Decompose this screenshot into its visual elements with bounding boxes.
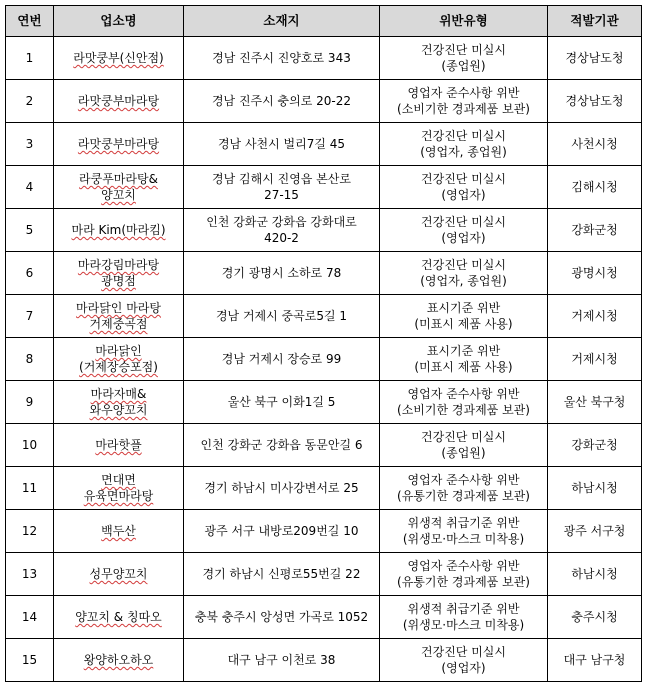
table-body <box>6 37 642 682</box>
cell-name-line: 라쿵푸마라탕& <box>79 172 158 186</box>
table-row <box>6 424 642 467</box>
cell-agency: 울산 북구청 <box>548 381 642 424</box>
cell-violation <box>380 166 548 209</box>
cell-address-line: 420-2 <box>264 231 299 245</box>
cell-violation <box>380 553 548 596</box>
header-num: 연번 <box>6 6 54 37</box>
cell-violation-line: 건강진단 미실시 <box>421 430 506 444</box>
cell-name <box>54 166 184 209</box>
cell-name-line: 양꼬치 <box>101 188 136 202</box>
cell-address <box>184 166 380 209</box>
cell-num: 5 <box>6 209 54 252</box>
cell-num: 14 <box>6 596 54 639</box>
cell-name <box>54 510 184 553</box>
cell-address-line: 광주 서구 내방로209번길 10 <box>204 524 359 538</box>
cell-name <box>54 424 184 467</box>
cell-violation <box>380 596 548 639</box>
cell-violation-line: (위생모·마스크 미착용) <box>402 532 525 546</box>
cell-address <box>184 381 380 424</box>
cell-address-line: 경남 진주시 진양호로 343 <box>212 51 351 65</box>
cell-agency: 김해시청 <box>548 166 642 209</box>
cell-violation-line: 건강진단 미실시 <box>421 645 506 659</box>
cell-violation-line: (소비기한 경과제품 보관) <box>397 403 530 417</box>
cell-name-line: 거제중곡점 <box>89 317 148 331</box>
table-row <box>6 295 642 338</box>
cell-name-line: 면대면 <box>101 473 136 487</box>
table-row <box>6 209 642 252</box>
cell-name-line: 라맛쿵부마라탕 <box>77 94 160 108</box>
cell-violation <box>380 123 548 166</box>
cell-violation <box>380 467 548 510</box>
table-row <box>6 338 642 381</box>
cell-violation-line: 위생적 취급기준 위반 <box>407 602 520 616</box>
cell-name <box>54 295 184 338</box>
cell-name-line: 유육면마라탕 <box>83 489 154 503</box>
header-row <box>6 6 642 37</box>
cell-num: 11 <box>6 467 54 510</box>
cell-violation-line: (영업자) <box>441 661 486 675</box>
cell-violation-line: 건강진단 미실시 <box>421 215 506 229</box>
cell-name <box>54 553 184 596</box>
cell-num: 10 <box>6 424 54 467</box>
cell-violation <box>380 510 548 553</box>
cell-address <box>184 252 380 295</box>
cell-violation-line: (종업원) <box>441 59 486 73</box>
cell-address-line: 경기 광명시 소하로 78 <box>221 266 342 280</box>
cell-name <box>54 37 184 80</box>
cell-name-line: 왕양하오하오 <box>83 653 154 667</box>
cell-address-line: 충북 충주시 앙성면 가곡로 1052 <box>194 610 369 624</box>
header-agency: 적발기관 <box>548 6 642 37</box>
table-row <box>6 166 642 209</box>
cell-num: 12 <box>6 510 54 553</box>
cell-address <box>184 596 380 639</box>
cell-address <box>184 639 380 682</box>
cell-violation-line: (위생모·마스크 미착용) <box>402 618 525 632</box>
cell-violation-line: (유통기한 경과제품 보관) <box>397 489 530 503</box>
cell-name-line: 마라 Kim(마라킴) <box>71 223 166 237</box>
cell-address-line: 인천 강화군 강화읍 동문안길 6 <box>200 438 363 452</box>
cell-address <box>184 295 380 338</box>
cell-agency: 경상남도청 <box>548 80 642 123</box>
cell-address-line: 인천 강화군 강화읍 강화대로 <box>206 215 357 229</box>
table-row <box>6 596 642 639</box>
cell-name-line: 마라핫플 <box>95 438 142 452</box>
cell-violation <box>380 37 548 80</box>
cell-num: 13 <box>6 553 54 596</box>
cell-address-line: 경남 거제시 장승로 99 <box>221 352 342 366</box>
cell-violation <box>380 338 548 381</box>
table-row <box>6 123 642 166</box>
cell-violation-line: 위생적 취급기준 위반 <box>407 516 520 530</box>
cell-violation-line: 건강진단 미실시 <box>421 172 506 186</box>
cell-num: 1 <box>6 37 54 80</box>
cell-name-line: (거제장승포점) <box>79 360 158 374</box>
cell-address <box>184 424 380 467</box>
cell-num: 2 <box>6 80 54 123</box>
cell-name-line: 백두산 <box>101 524 136 538</box>
cell-num: 9 <box>6 381 54 424</box>
cell-agency: 강화군청 <box>548 209 642 252</box>
table-row <box>6 252 642 295</box>
cell-violation <box>380 252 548 295</box>
cell-name-line: 마라닭인 <box>95 344 142 358</box>
cell-address <box>184 467 380 510</box>
cell-name <box>54 467 184 510</box>
cell-address <box>184 209 380 252</box>
cell-name-line: 광명점 <box>101 274 136 288</box>
cell-name-line: 마라자매& <box>90 387 147 401</box>
table-row <box>6 639 642 682</box>
cell-name <box>54 381 184 424</box>
cell-violation-line: 건강진단 미실시 <box>421 129 506 143</box>
cell-name-line: 마라닭인 마라탕 <box>76 301 161 315</box>
table-row <box>6 510 642 553</box>
violations-table <box>5 5 642 682</box>
cell-address-line: 27-15 <box>264 188 299 202</box>
cell-violation <box>380 424 548 467</box>
cell-violation <box>380 295 548 338</box>
cell-violation-line: 영업자 준수사항 위반 <box>407 559 520 573</box>
cell-name <box>54 639 184 682</box>
cell-violation-line: (소비기한 경과제품 보관) <box>397 102 530 116</box>
cell-name <box>54 252 184 295</box>
cell-violation <box>380 209 548 252</box>
cell-violation-line: 표시기준 위반 <box>426 301 501 315</box>
cell-agency: 거제시청 <box>548 338 642 381</box>
cell-violation-line: (영업자, 종업원) <box>420 274 507 288</box>
cell-address-line: 경남 진주시 충의로 20-22 <box>211 94 352 108</box>
cell-violation-line: 영업자 준수사항 위반 <box>407 387 520 401</box>
cell-agency: 거제시청 <box>548 295 642 338</box>
cell-violation-line: 표시기준 위반 <box>426 344 501 358</box>
cell-address-line: 경기 하남시 신평로55번길 22 <box>202 567 361 581</box>
cell-agency: 경상남도청 <box>548 37 642 80</box>
cell-agency: 광명시청 <box>548 252 642 295</box>
cell-address-line: 경남 사천시 벌리7길 45 <box>217 137 346 151</box>
cell-address <box>184 123 380 166</box>
cell-address <box>184 510 380 553</box>
cell-address-line: 경남 거제시 중곡로5길 1 <box>215 309 348 323</box>
cell-agency: 충주시청 <box>548 596 642 639</box>
header-address: 소재지 <box>184 6 380 37</box>
table-row <box>6 381 642 424</box>
cell-name-line: 성무양꼬치 <box>89 567 148 581</box>
cell-violation-line: 건강진단 미실시 <box>421 43 506 57</box>
cell-name-line: 마라강림마라탕 <box>77 258 160 272</box>
cell-num: 8 <box>6 338 54 381</box>
cell-violation-line: 건강진단 미실시 <box>421 258 506 272</box>
cell-name <box>54 338 184 381</box>
cell-violation-line: (영업자) <box>441 188 486 202</box>
table-row <box>6 467 642 510</box>
cell-violation-line: (미표시 제품 사용) <box>414 360 513 374</box>
cell-violation <box>380 80 548 123</box>
table-row <box>6 37 642 80</box>
cell-address-line: 대구 남구 이천로 38 <box>227 653 336 667</box>
cell-agency: 하남시청 <box>548 467 642 510</box>
cell-violation <box>380 639 548 682</box>
cell-violation-line: (영업자) <box>441 231 486 245</box>
header-name: 업소명 <box>54 6 184 37</box>
cell-address-line: 경남 김해시 진영읍 본산로 <box>212 172 351 186</box>
cell-num: 7 <box>6 295 54 338</box>
cell-address <box>184 338 380 381</box>
cell-violation <box>380 381 548 424</box>
cell-num: 4 <box>6 166 54 209</box>
cell-name <box>54 123 184 166</box>
cell-num: 3 <box>6 123 54 166</box>
cell-address-line: 울산 북구 이화1길 5 <box>227 395 336 409</box>
cell-agency: 대구 남구청 <box>548 639 642 682</box>
cell-agency: 광주 서구청 <box>548 510 642 553</box>
table-row <box>6 80 642 123</box>
cell-agency: 하남시청 <box>548 553 642 596</box>
cell-name-line: 라맛쿵부(신안점) <box>73 51 164 65</box>
cell-name-line: 와우양꼬치 <box>89 403 148 417</box>
header-violation: 위반유형 <box>380 6 548 37</box>
cell-address <box>184 553 380 596</box>
cell-name <box>54 209 184 252</box>
cell-name-line: 라맛쿵부마라탕 <box>77 137 160 151</box>
cell-violation-line: 영업자 준수사항 위반 <box>407 473 520 487</box>
cell-name-line: 양꼬치 & 칭따오 <box>75 610 162 624</box>
cell-violation-line: (종업원) <box>441 446 486 460</box>
cell-num: 6 <box>6 252 54 295</box>
cell-violation-line: (유통기한 경과제품 보관) <box>397 575 530 589</box>
cell-address <box>184 37 380 80</box>
cell-violation-line: (미표시 제품 사용) <box>414 317 513 331</box>
cell-name <box>54 80 184 123</box>
cell-name <box>54 596 184 639</box>
cell-violation-line: (영업자, 종업원) <box>420 145 507 159</box>
table-row <box>6 553 642 596</box>
cell-violation-line: 영업자 준수사항 위반 <box>407 86 520 100</box>
cell-address-line: 경기 하남시 미사강변서로 25 <box>204 481 359 495</box>
cell-agency: 사천시청 <box>548 123 642 166</box>
cell-address <box>184 80 380 123</box>
cell-agency: 강화군청 <box>548 424 642 467</box>
cell-num: 15 <box>6 639 54 682</box>
